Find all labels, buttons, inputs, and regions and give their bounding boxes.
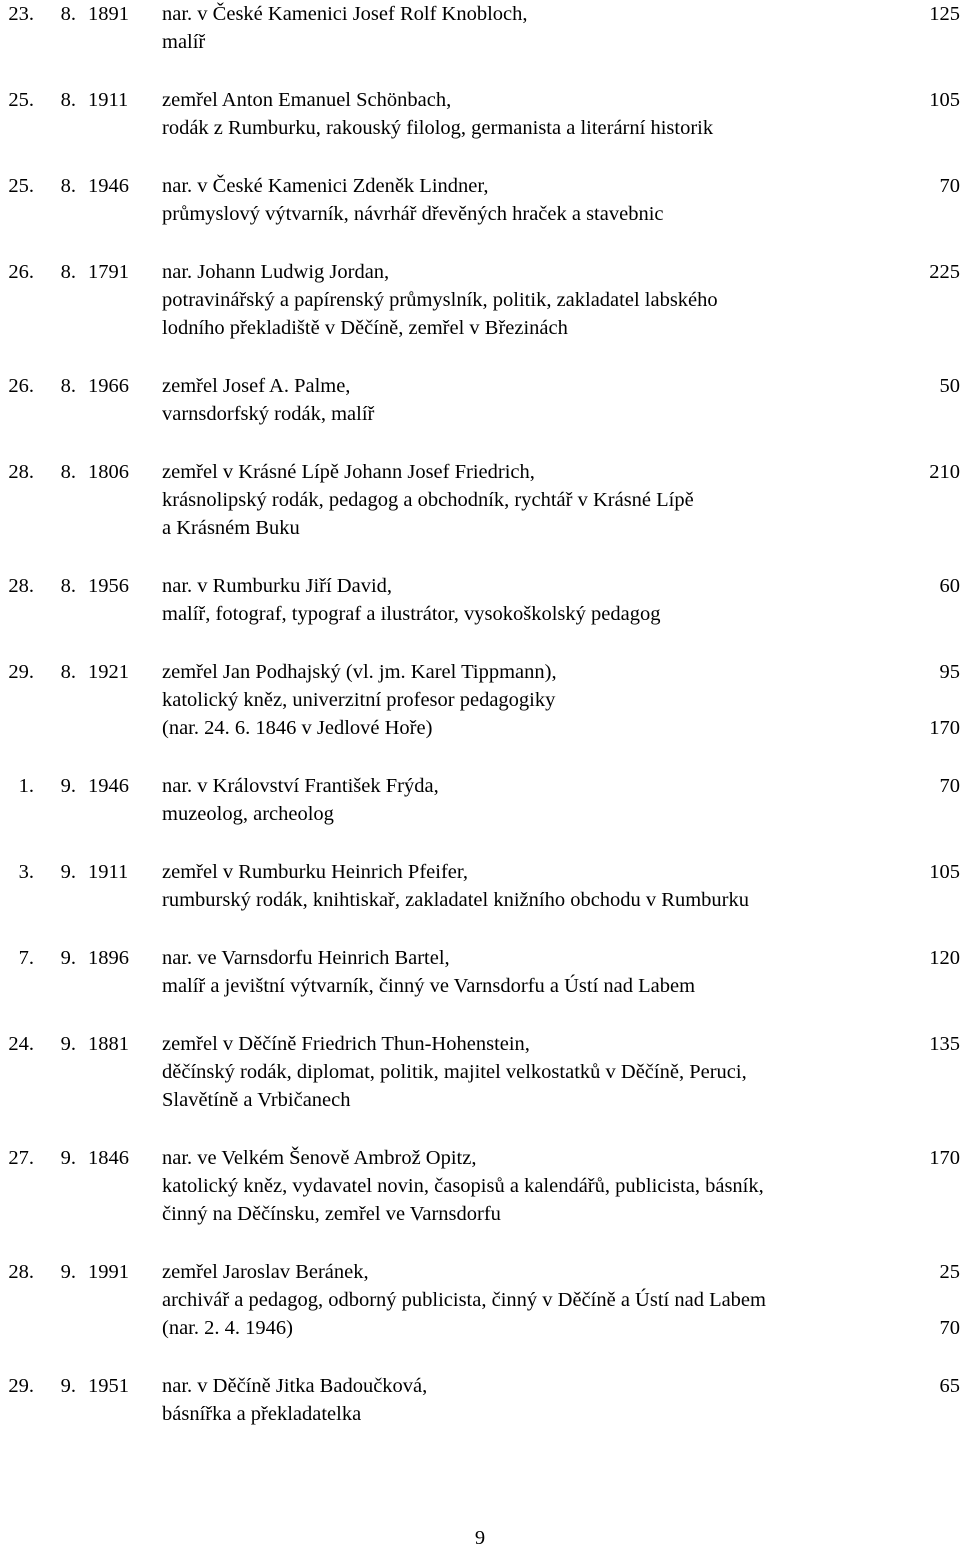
entry-description-line: krásnolipský rodák, pedagog a obchodník, rychtář v Krásné Lípě bbox=[162, 489, 694, 511]
entry-date bbox=[0, 772, 140, 800]
entry-event-line: zemřel Jan Podhajský (vl. jm. Karel Tippmann), bbox=[162, 661, 557, 683]
date-month: 8. bbox=[60, 461, 76, 483]
entry-event-line: zemřel Josef A. Palme, bbox=[162, 375, 351, 397]
date-month: 9. bbox=[60, 1033, 76, 1055]
entry-description-line: Slavětíně a Vrbičanech bbox=[162, 1089, 351, 1111]
entry-description-line: průmyslový výtvarník, návrhář dřevěných hraček a stavebnic bbox=[162, 203, 664, 225]
date-day: 27. bbox=[8, 1147, 34, 1169]
entry-date bbox=[0, 572, 140, 600]
date-day: 24. bbox=[8, 1033, 34, 1055]
entry-description-line: malíř, fotograf, typograf a ilustrátor, vysokoškolský pedagog bbox=[162, 603, 661, 625]
date-year: 1791 bbox=[88, 261, 129, 283]
date-month: 8. bbox=[60, 3, 76, 25]
date-month: 9. bbox=[60, 947, 76, 969]
page-number: 9 bbox=[474, 1527, 486, 1549]
entry-date bbox=[0, 658, 140, 686]
date-year: 1946 bbox=[88, 175, 129, 197]
entry-text bbox=[162, 172, 882, 228]
anniversary-number: 135 bbox=[929, 1033, 960, 1055]
entry-date bbox=[0, 0, 140, 28]
entry-date bbox=[0, 1030, 140, 1058]
entry-description-line: varnsdorfský rodák, malíř bbox=[162, 403, 375, 425]
entry-date bbox=[0, 858, 140, 886]
entry-description-line: činný na Děčínsku, zemřel ve Varnsdorfu bbox=[162, 1203, 501, 1225]
date-day: 28. bbox=[8, 461, 34, 483]
entry-event-line: nar. v Děčíně Jitka Badoučková, bbox=[162, 1375, 428, 1397]
entry-text bbox=[162, 372, 882, 428]
date-year: 1911 bbox=[88, 861, 129, 883]
date-day: 29. bbox=[8, 661, 34, 683]
entry-date bbox=[0, 1372, 140, 1400]
entry-event-line: nar. Johann Ludwig Jordan, bbox=[162, 261, 390, 283]
date-day: 1. bbox=[18, 775, 34, 797]
date-day: 25. bbox=[8, 175, 34, 197]
entry-event-line: nar. ve Velkém Šenově Ambrož Opitz, bbox=[162, 1147, 477, 1169]
entry-description-line: malíř bbox=[162, 31, 206, 53]
entry-event-line: nar. v Království František Frýda, bbox=[162, 775, 439, 797]
entry-description-line: lodního překladiště v Děčíně, zemřel v Březinách bbox=[162, 317, 568, 339]
entry-event-line: zemřel v Krásné Lípě Johann Josef Friedrich, bbox=[162, 461, 535, 483]
entry-text bbox=[162, 1372, 882, 1428]
date-day: 25. bbox=[8, 89, 34, 111]
anniversary-number: 170 bbox=[929, 717, 960, 739]
anniversary-number: 65 bbox=[939, 1375, 960, 1397]
entry-event-line: zemřel Anton Emanuel Schönbach, bbox=[162, 89, 452, 111]
entry-text bbox=[162, 0, 882, 56]
entry-date bbox=[0, 258, 140, 286]
entry-description-line: muzeolog, archeolog bbox=[162, 803, 334, 825]
entry-text bbox=[162, 944, 882, 1000]
entry-event-line: zemřel v Rumburku Heinrich Pfeifer, bbox=[162, 861, 469, 883]
entry-description-line: archivář a pedagog, odborný publicista, činný v Děčíně a Ústí nad Labem bbox=[162, 1289, 766, 1311]
date-day: 26. bbox=[8, 375, 34, 397]
date-year: 1881 bbox=[88, 1033, 129, 1055]
anniversary-number: 170 bbox=[929, 1147, 960, 1169]
anniversary-number: 125 bbox=[929, 3, 960, 25]
date-day: 23. bbox=[8, 3, 34, 25]
entry-date bbox=[0, 1144, 140, 1172]
anniversary-number: 60 bbox=[939, 575, 960, 597]
entry-description-line: katolický kněz, univerzitní profesor pedagogiky bbox=[162, 689, 556, 711]
date-day: 29. bbox=[8, 1375, 34, 1397]
entry-text bbox=[162, 258, 882, 342]
date-month: 8. bbox=[60, 89, 76, 111]
anniversary-number: 70 bbox=[939, 175, 960, 197]
date-month: 8. bbox=[60, 375, 76, 397]
entry-date bbox=[0, 172, 140, 200]
anniversary-number: 120 bbox=[929, 947, 960, 969]
entry-description-line: katolický kněz, vydavatel novin, časopisů a kalendářů, publicista, básník, bbox=[162, 1175, 764, 1197]
date-year: 1896 bbox=[88, 947, 129, 969]
anniversary-number: 70 bbox=[939, 775, 960, 797]
date-day: 7. bbox=[18, 947, 34, 969]
date-year: 1966 bbox=[88, 375, 129, 397]
entry-text bbox=[162, 658, 882, 742]
date-year: 1911 bbox=[88, 89, 129, 111]
anniversary-number: 105 bbox=[929, 861, 960, 883]
entry-text bbox=[162, 86, 882, 142]
entry-event-line: nar. ve Varnsdorfu Heinrich Bartel, bbox=[162, 947, 450, 969]
entry-text bbox=[162, 1144, 882, 1228]
entry-text bbox=[162, 1030, 882, 1114]
anniversary-number: 105 bbox=[929, 89, 960, 111]
entry-description-line: (nar. 2. 4. 1946) bbox=[162, 1317, 293, 1339]
entry-text bbox=[162, 458, 882, 542]
entry-text bbox=[162, 772, 882, 828]
anniversary-number: 50 bbox=[939, 375, 960, 397]
date-month: 8. bbox=[60, 261, 76, 283]
date-year: 1991 bbox=[88, 1261, 129, 1283]
entry-description-line: rodák z Rumburku, rakouský filolog, germanista a literární historik bbox=[162, 117, 714, 139]
entry-event-line: nar. v České Kamenici Josef Rolf Knobloch, bbox=[162, 3, 528, 25]
date-year: 1956 bbox=[88, 575, 129, 597]
entry-event-line: nar. v České Kamenici Zdeněk Lindner, bbox=[162, 175, 489, 197]
entry-date bbox=[0, 458, 140, 486]
entry-date bbox=[0, 1258, 140, 1286]
entry-text bbox=[162, 1258, 882, 1342]
entry-description-line: básnířka a překladatelka bbox=[162, 1403, 362, 1425]
date-year: 1806 bbox=[88, 461, 129, 483]
entry-event-line: zemřel Jaroslav Beránek, bbox=[162, 1261, 369, 1283]
entry-description-line: potravinářský a papírenský průmyslník, politik, zakladatel labského bbox=[162, 289, 718, 311]
entry-date bbox=[0, 86, 140, 114]
entry-description-line: a Krásném Buku bbox=[162, 517, 300, 539]
date-day: 3. bbox=[18, 861, 34, 883]
entry-text bbox=[162, 572, 882, 628]
date-day: 26. bbox=[8, 261, 34, 283]
date-year: 1846 bbox=[88, 1147, 129, 1169]
anniversary-number: 95 bbox=[939, 661, 960, 683]
date-month: 9. bbox=[60, 1261, 76, 1283]
entry-description-line: (nar. 24. 6. 1846 v Jedlové Hoře) bbox=[162, 717, 433, 739]
date-month: 9. bbox=[60, 775, 76, 797]
entry-description-line: rumburský rodák, knihtiskař, zakladatel knižního obchodu v Rumburku bbox=[162, 889, 749, 911]
date-year: 1921 bbox=[88, 661, 129, 683]
date-month: 9. bbox=[60, 1375, 76, 1397]
anniversary-number: 25 bbox=[939, 1261, 960, 1283]
entry-event-line: zemřel v Děčíně Friedrich Thun-Hohenstein, bbox=[162, 1033, 530, 1055]
date-month: 8. bbox=[60, 175, 76, 197]
entry-date bbox=[0, 944, 140, 972]
anniversary-number: 225 bbox=[929, 261, 960, 283]
date-year: 1946 bbox=[88, 775, 129, 797]
date-day: 28. bbox=[8, 1261, 34, 1283]
date-day: 28. bbox=[8, 575, 34, 597]
entry-date bbox=[0, 372, 140, 400]
date-month: 8. bbox=[60, 661, 76, 683]
date-year: 1891 bbox=[88, 3, 129, 25]
entry-description-line: malíř a jevištní výtvarník, činný ve Varnsdorfu a Ústí nad Labem bbox=[162, 975, 696, 997]
entry-event-line: nar. v Rumburku Jiří David, bbox=[162, 575, 393, 597]
entry-text bbox=[162, 858, 882, 914]
date-month: 9. bbox=[60, 861, 76, 883]
anniversary-number: 70 bbox=[939, 1317, 960, 1339]
anniversary-number: 210 bbox=[929, 461, 960, 483]
entry-description-line: děčínský rodák, diplomat, politik, majitel velkostatků v Děčíně, Peruci, bbox=[162, 1061, 747, 1083]
date-year: 1951 bbox=[88, 1375, 129, 1397]
date-month: 8. bbox=[60, 575, 76, 597]
date-month: 9. bbox=[60, 1147, 76, 1169]
